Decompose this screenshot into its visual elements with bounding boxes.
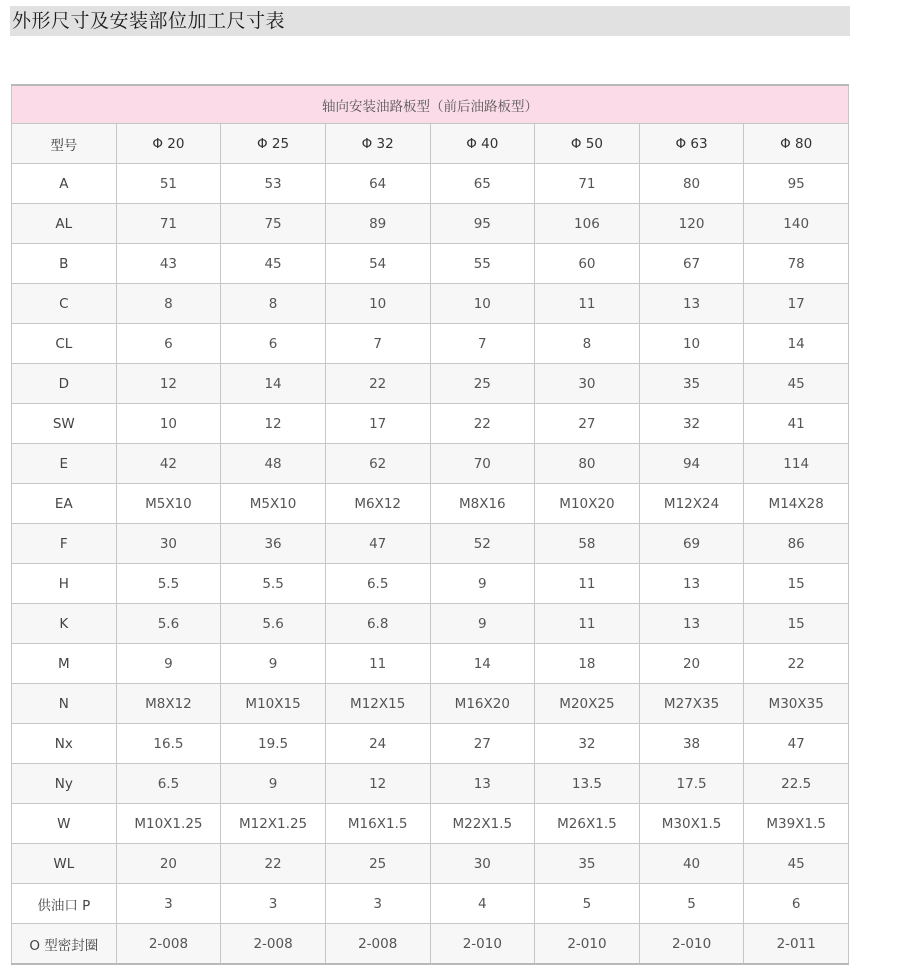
table-cell: M16X20 (430, 684, 535, 724)
table-cell: 9 (116, 644, 221, 684)
table-cell: 114 (744, 444, 849, 484)
table-cell: 80 (639, 164, 744, 204)
table-cell: 30 (116, 524, 221, 564)
table-cell: M8X12 (116, 684, 221, 724)
table-cell: 5.5 (116, 564, 221, 604)
table-cell: 9 (221, 764, 326, 804)
table-cell: 9 (221, 644, 326, 684)
table-cell: 19.5 (221, 724, 326, 764)
table-cell: M8X16 (430, 484, 535, 524)
table-cell: 2-008 (325, 924, 430, 965)
table-cell: 62 (325, 444, 430, 484)
table-row (12, 884, 849, 924)
table-row (12, 444, 849, 484)
table-cell: 5.6 (221, 604, 326, 644)
table-cell: 89 (325, 204, 430, 244)
table-caption: 轴向安装油路板型（前后油路板型） (12, 85, 849, 124)
table-cell: 2-010 (639, 924, 744, 965)
table-cell: 22 (744, 644, 849, 684)
table-cell: 54 (325, 244, 430, 284)
table-cell: 120 (639, 204, 744, 244)
row-label-cell: N (12, 684, 117, 724)
table-cell: 7 (430, 324, 535, 364)
row-label-cell: H (12, 564, 117, 604)
table-cell: 6 (116, 324, 221, 364)
table-cell: 42 (116, 444, 221, 484)
table-cell: M5X10 (116, 484, 221, 524)
table-cell: 30 (535, 364, 640, 404)
table-cell: 8 (535, 324, 640, 364)
table-cell: 32 (639, 404, 744, 444)
row-label-cell: 型号 (12, 124, 117, 164)
table-cell: Φ 32 (325, 124, 430, 164)
row-label-cell: EA (12, 484, 117, 524)
table-cell: 5.5 (221, 564, 326, 604)
table-cell: 55 (430, 244, 535, 284)
table-cell: 106 (535, 204, 640, 244)
table-row (12, 564, 849, 604)
table-cell: 41 (744, 404, 849, 444)
table-cell: 13 (430, 764, 535, 804)
table-row (12, 604, 849, 644)
table-cell: 35 (639, 364, 744, 404)
table-row (12, 764, 849, 804)
table-cell: M16X1.5 (325, 804, 430, 844)
table-cell: 27 (430, 724, 535, 764)
table-cell: 95 (430, 204, 535, 244)
table-cell: 3 (116, 884, 221, 924)
table-cell: 6.5 (325, 564, 430, 604)
table-cell: M5X10 (221, 484, 326, 524)
table-cell: M10X1.25 (116, 804, 221, 844)
table-cell: 70 (430, 444, 535, 484)
title-bar (10, 6, 850, 36)
table-row (12, 684, 849, 724)
table-cell: 6 (221, 324, 326, 364)
table-cell: 15 (744, 604, 849, 644)
table-cell: 11 (325, 644, 430, 684)
table-cell: 13.5 (535, 764, 640, 804)
table-cell: 38 (639, 724, 744, 764)
table-cell: M30X35 (744, 684, 849, 724)
table-cell: 10 (639, 324, 744, 364)
table-cell: 20 (639, 644, 744, 684)
row-label-cell: 供油口 P (12, 884, 117, 924)
table-row (12, 404, 849, 444)
table-cell: 20 (116, 844, 221, 884)
row-label-cell: Nx (12, 724, 117, 764)
table-cell: 47 (744, 724, 849, 764)
table-cell: 12 (116, 364, 221, 404)
row-label-cell: K (12, 604, 117, 644)
table-cell: 2-011 (744, 924, 849, 965)
table-cell: M6X12 (325, 484, 430, 524)
table-cell: 12 (221, 404, 326, 444)
table-cell: Φ 63 (639, 124, 744, 164)
table-cell: 16.5 (116, 724, 221, 764)
table-cell: 45 (744, 364, 849, 404)
table-cell: 53 (221, 164, 326, 204)
table-row (12, 844, 849, 884)
table-cell: 7 (325, 324, 430, 364)
row-label-cell: C (12, 284, 117, 324)
table-cell: 22 (221, 844, 326, 884)
table-cell: 3 (221, 884, 326, 924)
table-cell: 71 (116, 204, 221, 244)
table-cell: 36 (221, 524, 326, 564)
table-cell: 60 (535, 244, 640, 284)
table-cell: Φ 25 (221, 124, 326, 164)
table-cell: M20X25 (535, 684, 640, 724)
table-cell: 65 (430, 164, 535, 204)
table-cell: 15 (744, 564, 849, 604)
table-cell: 11 (535, 604, 640, 644)
table-cell: 14 (221, 364, 326, 404)
table-cell: 58 (535, 524, 640, 564)
table-row (12, 804, 849, 844)
table-row (12, 364, 849, 404)
table-row (12, 164, 849, 204)
table-row (12, 524, 849, 564)
header-row (12, 124, 849, 164)
table-cell: 8 (116, 284, 221, 324)
table-cell: 11 (535, 564, 640, 604)
table-cell: 24 (325, 724, 430, 764)
table-cell: 32 (535, 724, 640, 764)
table-cell: 35 (535, 844, 640, 884)
table-row (12, 644, 849, 684)
row-label-cell: SW (12, 404, 117, 444)
table-row (12, 244, 849, 284)
table-cell: 2-008 (116, 924, 221, 965)
row-label-cell: A (12, 164, 117, 204)
table-cell: 2-010 (535, 924, 640, 965)
dimension-table (11, 84, 849, 965)
table-cell: 80 (535, 444, 640, 484)
row-label-cell: O 型密封圈 (12, 924, 117, 965)
table-cell: 94 (639, 444, 744, 484)
table-cell: 22 (325, 364, 430, 404)
table-cell: 6 (744, 884, 849, 924)
table-row (12, 724, 849, 764)
table-cell: 45 (221, 244, 326, 284)
row-label-cell: F (12, 524, 117, 564)
table-cell: 71 (535, 164, 640, 204)
table-cell: 69 (639, 524, 744, 564)
table-row (12, 484, 849, 524)
table-cell: M30X1.5 (639, 804, 744, 844)
table-cell: 78 (744, 244, 849, 284)
table-cell: 5 (535, 884, 640, 924)
table-row (12, 204, 849, 244)
table-cell: M10X20 (535, 484, 640, 524)
table-cell: 140 (744, 204, 849, 244)
table-cell: 43 (116, 244, 221, 284)
caption-row (12, 85, 849, 124)
table-cell: 64 (325, 164, 430, 204)
row-label-cell: B (12, 244, 117, 284)
table-cell: 14 (430, 644, 535, 684)
table-cell: 25 (430, 364, 535, 404)
table-cell: Φ 20 (116, 124, 221, 164)
row-label-cell: W (12, 804, 117, 844)
table-cell: Φ 40 (430, 124, 535, 164)
table-cell: M10X15 (221, 684, 326, 724)
row-label-cell: Ny (12, 764, 117, 804)
table-cell: 5.6 (116, 604, 221, 644)
table-cell: 27 (535, 404, 640, 444)
table-cell: 9 (430, 604, 535, 644)
table-cell: 17 (325, 404, 430, 444)
table-cell: Φ 50 (535, 124, 640, 164)
row-label-cell: CL (12, 324, 117, 364)
table-cell: 12 (325, 764, 430, 804)
table-cell: 13 (639, 564, 744, 604)
row-label-cell: AL (12, 204, 117, 244)
table-cell: 10 (325, 284, 430, 324)
page-title: 外形尺寸及安装部位加工尺寸表 (12, 10, 286, 32)
table-cell: 4 (430, 884, 535, 924)
table-row (12, 284, 849, 324)
table-cell: M12X15 (325, 684, 430, 724)
table-cell: 17.5 (639, 764, 744, 804)
table-cell: 8 (221, 284, 326, 324)
table-cell: 30 (430, 844, 535, 884)
table-cell: 11 (535, 284, 640, 324)
table-cell: 67 (639, 244, 744, 284)
table-row (12, 924, 849, 965)
table-row (12, 324, 849, 364)
table-cell: 48 (221, 444, 326, 484)
table-cell: M12X24 (639, 484, 744, 524)
table-cell: 18 (535, 644, 640, 684)
row-label-cell: M (12, 644, 117, 684)
table-body (12, 85, 849, 964)
table-cell: 86 (744, 524, 849, 564)
table-cell: 5 (639, 884, 744, 924)
table-cell: 25 (325, 844, 430, 884)
row-label-cell: D (12, 364, 117, 404)
row-label-cell: E (12, 444, 117, 484)
row-label-cell: WL (12, 844, 117, 884)
table-cell: 22.5 (744, 764, 849, 804)
table-cell: M14X28 (744, 484, 849, 524)
table-cell: 13 (639, 284, 744, 324)
table-cell: 52 (430, 524, 535, 564)
table-cell: 10 (116, 404, 221, 444)
table-cell: 6.8 (325, 604, 430, 644)
table-cell: 10 (430, 284, 535, 324)
table-cell: 14 (744, 324, 849, 364)
table-cell: 45 (744, 844, 849, 884)
table-cell: 17 (744, 284, 849, 324)
table-cell: 75 (221, 204, 326, 244)
table-cell: 22 (430, 404, 535, 444)
table-cell: M27X35 (639, 684, 744, 724)
table-cell: 51 (116, 164, 221, 204)
table-cell: 2-008 (221, 924, 326, 965)
table-cell: 6.5 (116, 764, 221, 804)
table-cell: 9 (430, 564, 535, 604)
table-cell: 40 (639, 844, 744, 884)
table-cell: 3 (325, 884, 430, 924)
table-cell: M39X1.5 (744, 804, 849, 844)
table-cell: 13 (639, 604, 744, 644)
table-cell: 47 (325, 524, 430, 564)
table-cell: M26X1.5 (535, 804, 640, 844)
table-cell: M22X1.5 (430, 804, 535, 844)
table-cell: M12X1.25 (221, 804, 326, 844)
table-cell: Φ 80 (744, 124, 849, 164)
table-cell: 2-010 (430, 924, 535, 965)
table-cell: 95 (744, 164, 849, 204)
